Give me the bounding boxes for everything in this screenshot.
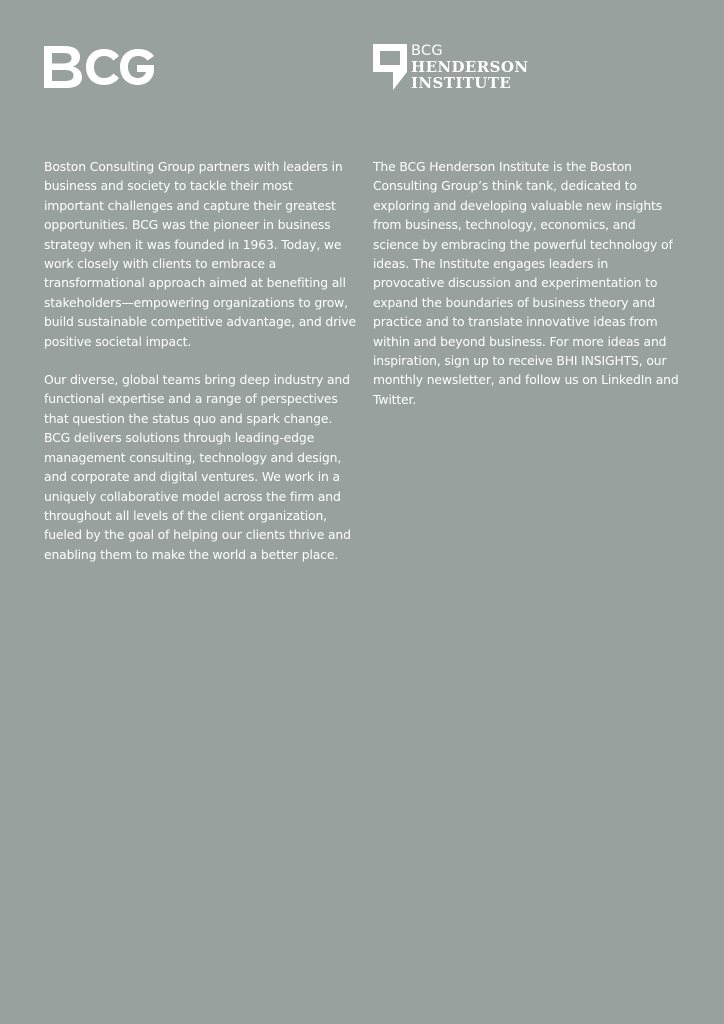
bcg-paragraph-2: Our diverse, global teams bring deep industry and functional expertise and a range of perspectives that question the status quo and spark change. BCG delivers solutions through leading-edge management consulting, technology and design, and corporate and digital ventures. We work in a uniquely collaborative model across the firm and throughout all levels of the client organization, fueled by the goal of helping our clients thrive and enabling them to make the world a better place. [44,372,351,562]
bcg-logo [44,44,156,90]
bhi-mark-icon [373,44,407,90]
bhi-paragraph-1: The BCG Henderson Institute is the Boston Consulting Group’s think tank, dedicated to exploring and developing valuable new insights from business, technology, economics, and science by embracing the powerful technology of ideas. The Institute engages leaders in provocative discussion and experimentation to expand the boundaries of business theory and practice and to translate innovative ideas from within and beyond business. For more ideas and inspiration, sign up to receive BHI INSIGHTS, our monthly newsletter, and follow us on LinkedIn and Twitter. [373,159,679,407]
bhi-logo [373,44,528,91]
bhi-logo-line2: HENDERSON [411,57,529,76]
bhi-logo-line3: INSTITUTE [411,73,512,92]
bcg-description [44,157,356,564]
bhi-logo-line1: BCG [411,43,443,59]
bcg-paragraph-1: Boston Consulting Group partners with leaders in business and society to tackle their most important challenges and capture their greatest opportunities. BCG was the pioneer in business strategy when it was founded in 1963. Today, we work closely with clients to embrace a transformational approach aimed at benefiting all stakeholders—empowering organizations to grow, build sustainable competitive advantage, and drive positive societal impact. [44,159,356,349]
bhi-description [373,157,679,409]
